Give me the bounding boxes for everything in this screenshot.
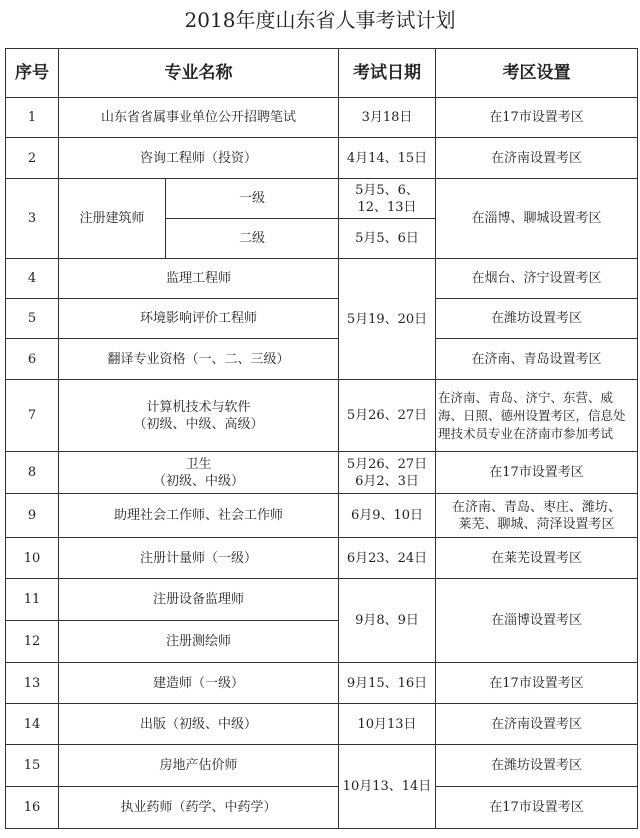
table-row <box>6 745 638 787</box>
cell-name: 建造师（一级） <box>59 663 339 704</box>
cell-date: 6月23、24日 <box>339 538 436 579</box>
table-row <box>6 98 638 138</box>
name-line: 卫生 <box>185 456 212 472</box>
cell-no: 16 <box>6 787 59 829</box>
table-row <box>6 138 638 179</box>
header-no: 序号 <box>6 49 59 98</box>
date-line: 6月2、3日 <box>355 473 419 489</box>
cell-no: 10 <box>6 538 59 579</box>
cell-area: 在潍坊设置考区 <box>436 745 638 787</box>
cell-date: 10月13、14日 <box>339 745 436 829</box>
cell-area: 在淄博设置考区 <box>436 579 638 663</box>
cell-date: 3月18日 <box>339 98 436 138</box>
exam-schedule-table <box>5 48 638 829</box>
cell-date: 5月5、6日 <box>339 219 436 259</box>
cell-no: 1 <box>6 98 59 138</box>
cell-area: 在17市设置考区 <box>436 663 638 704</box>
table-row <box>6 452 638 494</box>
cell-no: 3 <box>6 179 59 259</box>
cell-name: 注册计量师（一级） <box>59 538 339 579</box>
table-row <box>6 299 638 339</box>
cell-date: 6月9、10日 <box>339 494 436 538</box>
cell-name <box>59 380 339 452</box>
cell-name: 咨询工程师（投资） <box>59 138 339 179</box>
cell-date: 9月15、16日 <box>339 663 436 704</box>
table-row <box>6 663 638 704</box>
cell-area: 在济南设置考区 <box>436 704 638 745</box>
cell-no: 12 <box>6 621 59 663</box>
cell-sub-name: 一级 <box>166 179 339 219</box>
table-row <box>6 704 638 745</box>
cell-name: 山东省省属事业单位公开招聘笔试 <box>59 98 339 138</box>
cell-area: 在莱芜设置考区 <box>436 538 638 579</box>
cell-no: 6 <box>6 339 59 380</box>
cell-area: 在济南、青岛、枣庄、潍坊、莱芜、聊城、菏泽设置考区 <box>436 494 638 538</box>
cell-name: 注册设备监理师 <box>59 579 339 621</box>
cell-name: 出版（初级、中级） <box>59 704 339 745</box>
cell-date: 5月5、6、12、13日 <box>339 179 436 219</box>
name-line: 计算机技术与软件 <box>146 399 251 415</box>
cell-area: 在潍坊设置考区 <box>436 299 638 339</box>
cell-name: 注册建筑师 <box>59 179 166 259</box>
table-row <box>6 494 638 538</box>
header-name: 专业名称 <box>59 49 339 98</box>
cell-name: 助理社会工作师、社会工作师 <box>59 494 339 538</box>
cell-date: 4月14、15日 <box>339 138 436 179</box>
cell-name: 监理工程师 <box>59 259 339 299</box>
cell-no: 8 <box>6 452 59 494</box>
cell-area: 在17市设置考区 <box>436 787 638 829</box>
cell-area: 在17市设置考区 <box>436 452 638 494</box>
cell-no: 15 <box>6 745 59 787</box>
cell-area: 在济南设置考区 <box>436 138 638 179</box>
cell-area: 在17市设置考区 <box>436 98 638 138</box>
cell-no: 14 <box>6 704 59 745</box>
cell-date: 9月8、9日 <box>339 579 436 663</box>
cell-no: 9 <box>6 494 59 538</box>
document-title: 2018年度山东省人事考试计划 <box>184 8 456 32</box>
cell-no: 11 <box>6 579 59 621</box>
cell-date: 5月26、27日 <box>339 380 436 452</box>
table-row <box>6 380 638 452</box>
cell-no: 4 <box>6 259 59 299</box>
table-row <box>6 259 638 299</box>
cell-date: 10月13日 <box>339 704 436 745</box>
date-line: 5月26、27日 <box>346 456 428 472</box>
cell-name: 翻译专业资格（一、二、三级） <box>59 339 339 380</box>
cell-name: 环境影响评价工程师 <box>59 299 339 339</box>
table-row <box>6 579 638 621</box>
cell-no: 5 <box>6 299 59 339</box>
name-line: （初级、中级、高级） <box>133 416 264 432</box>
table-row <box>6 179 638 219</box>
header-area: 考区设置 <box>436 49 638 98</box>
table-row <box>6 787 638 829</box>
cell-area: 在烟台、济宁设置考区 <box>436 259 638 299</box>
cell-name: 注册测绘师 <box>59 621 339 663</box>
cell-area: 在淄博、聊城设置考区 <box>436 179 638 259</box>
cell-sub-name: 二级 <box>166 219 339 259</box>
table-header <box>6 49 638 98</box>
cell-area: 在济南、青岛、济宁、东营、威海、日照、德州设置考区，信息处理技术员专业在济南市参加考试 <box>436 380 638 452</box>
cell-name: 执业药师（药学、中药学） <box>59 787 339 829</box>
name-line: （初级、中级） <box>152 473 244 489</box>
table-row <box>6 538 638 579</box>
cell-date <box>339 452 436 494</box>
header-date: 考试日期 <box>339 49 436 98</box>
cell-no: 7 <box>6 380 59 452</box>
cell-date: 5月19、20日 <box>339 259 436 380</box>
cell-name: 房地产估价师 <box>59 745 339 787</box>
cell-no: 13 <box>6 663 59 704</box>
table-row <box>6 339 638 380</box>
cell-area: 在济南、青岛设置考区 <box>436 339 638 380</box>
cell-no: 2 <box>6 138 59 179</box>
cell-name <box>59 452 339 494</box>
